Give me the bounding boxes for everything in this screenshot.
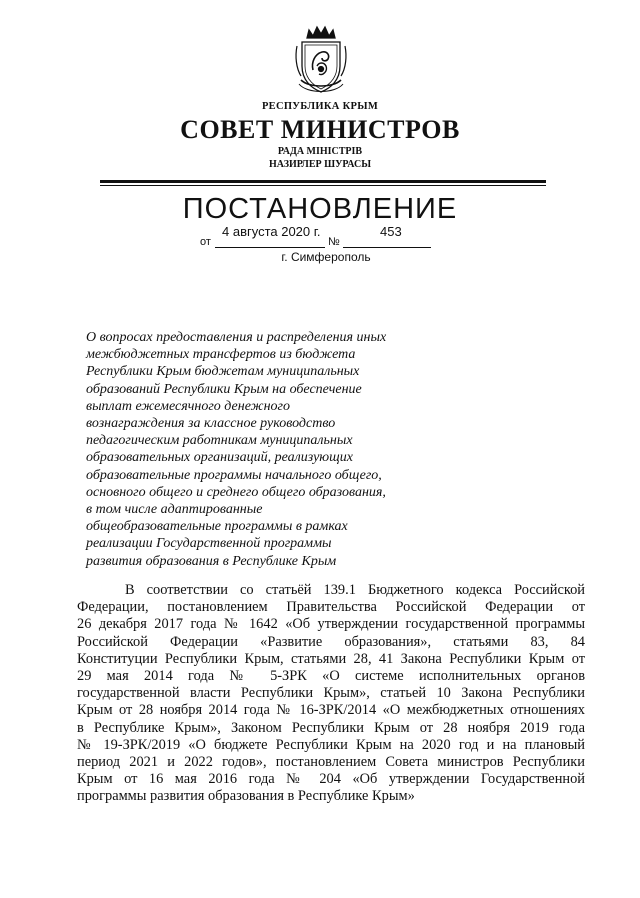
council-title: СОВЕТ МИНИСТРОВ — [180, 115, 460, 144]
subject-line: развития образования в Республике Крым — [86, 553, 337, 569]
body-line: В соответствии со статьёй 139.1 Бюджетного кодекса Российской — [125, 582, 585, 598]
subject-line: общеобразовательные программы в рамках — [86, 519, 348, 535]
body-line: Федерации, постановлением Правительства Российской Федерации от — [77, 599, 585, 616]
body-line: в Республике Крым», Законом Республики Крым от 28 ноября 2019 года — [77, 719, 585, 736]
decree-date: 4 августа 2020 г. — [222, 224, 321, 239]
subject-line: основного общего и среднего общего образования, — [86, 484, 386, 500]
decree-subject — [86, 329, 426, 570]
body-line: программы развития образования в Республике Крым» — [77, 788, 415, 805]
republic-name: РЕСПУБЛИКА КРЫМ — [261, 101, 379, 112]
number-underline — [343, 247, 431, 248]
decree-number: 453 — [380, 224, 402, 239]
subject-line: Республики Крым бюджетам муниципальных — [86, 364, 360, 380]
date-label: от — [200, 236, 211, 248]
subject-line: межбюджетных трансфертов из бюджета — [86, 347, 356, 363]
subject-line: педагогическим работникам муниципальных — [86, 433, 353, 449]
number-label: № — [328, 236, 340, 248]
subject-line: образований Республики Крым на обеспечение — [86, 381, 362, 397]
subject-line: образовательные программы начального общего, — [86, 467, 382, 483]
decree-body — [77, 582, 585, 806]
city: г. Симферополь — [281, 250, 371, 264]
subject-line: реализации Государственной программы — [86, 536, 332, 552]
subject-line: вознаграждения за классное руководство — [86, 416, 336, 432]
council-title-ukrainian: РАДА МІНІСТРІВ — [277, 146, 363, 157]
body-line: № 19-ЗРК/2019 «О бюджете Республики Крым на 2020 год и на плановый — [77, 736, 585, 753]
body-line: 29 мая 2014 года № 5-ЗРК «О системе исполнительных органов — [77, 668, 585, 685]
body-line: период 2021 и 2022 годов», постановлением Совета министров Республики — [77, 754, 585, 771]
body-line: Российской Федерации «Развитие образования», статьями 83, 84 — [77, 633, 585, 650]
subject-line: выплат ежемесячного денежного — [86, 398, 290, 414]
subject-line: образовательных организаций, реализующих — [86, 450, 353, 466]
subject-line: в том числе адаптированные — [86, 502, 263, 518]
header-divider — [100, 180, 546, 183]
body-line: Крым от 16 мая 2016 года № 204 «Об утверждении Государственной — [77, 771, 585, 788]
crimea-coat-of-arms-icon — [293, 22, 349, 96]
body-line: 26 декабря 2017 года № 1642 «Об утверждении государственной программы — [77, 616, 585, 633]
decree-title: ПОСТАНОВЛЕНИЕ — [182, 193, 458, 225]
body-line: Крым от 28 ноября 2014 года № 16-ЗРК/2014 «О межбюджетных отношениях — [77, 702, 585, 719]
subject-line: О вопросах предоставления и распределения иных — [86, 330, 387, 345]
date-underline — [215, 247, 325, 248]
body-line: государственной власти Республики Крым», статьей 10 Закона Республики — [77, 685, 585, 702]
header-divider-thin — [100, 185, 546, 186]
council-title-crimean-tatar: НАЗИРЛЕР ШУРАСЫ — [268, 159, 372, 170]
body-line: Конституции Республики Крым, статьями 28, 41 Закона Республики Крым от — [77, 650, 585, 667]
